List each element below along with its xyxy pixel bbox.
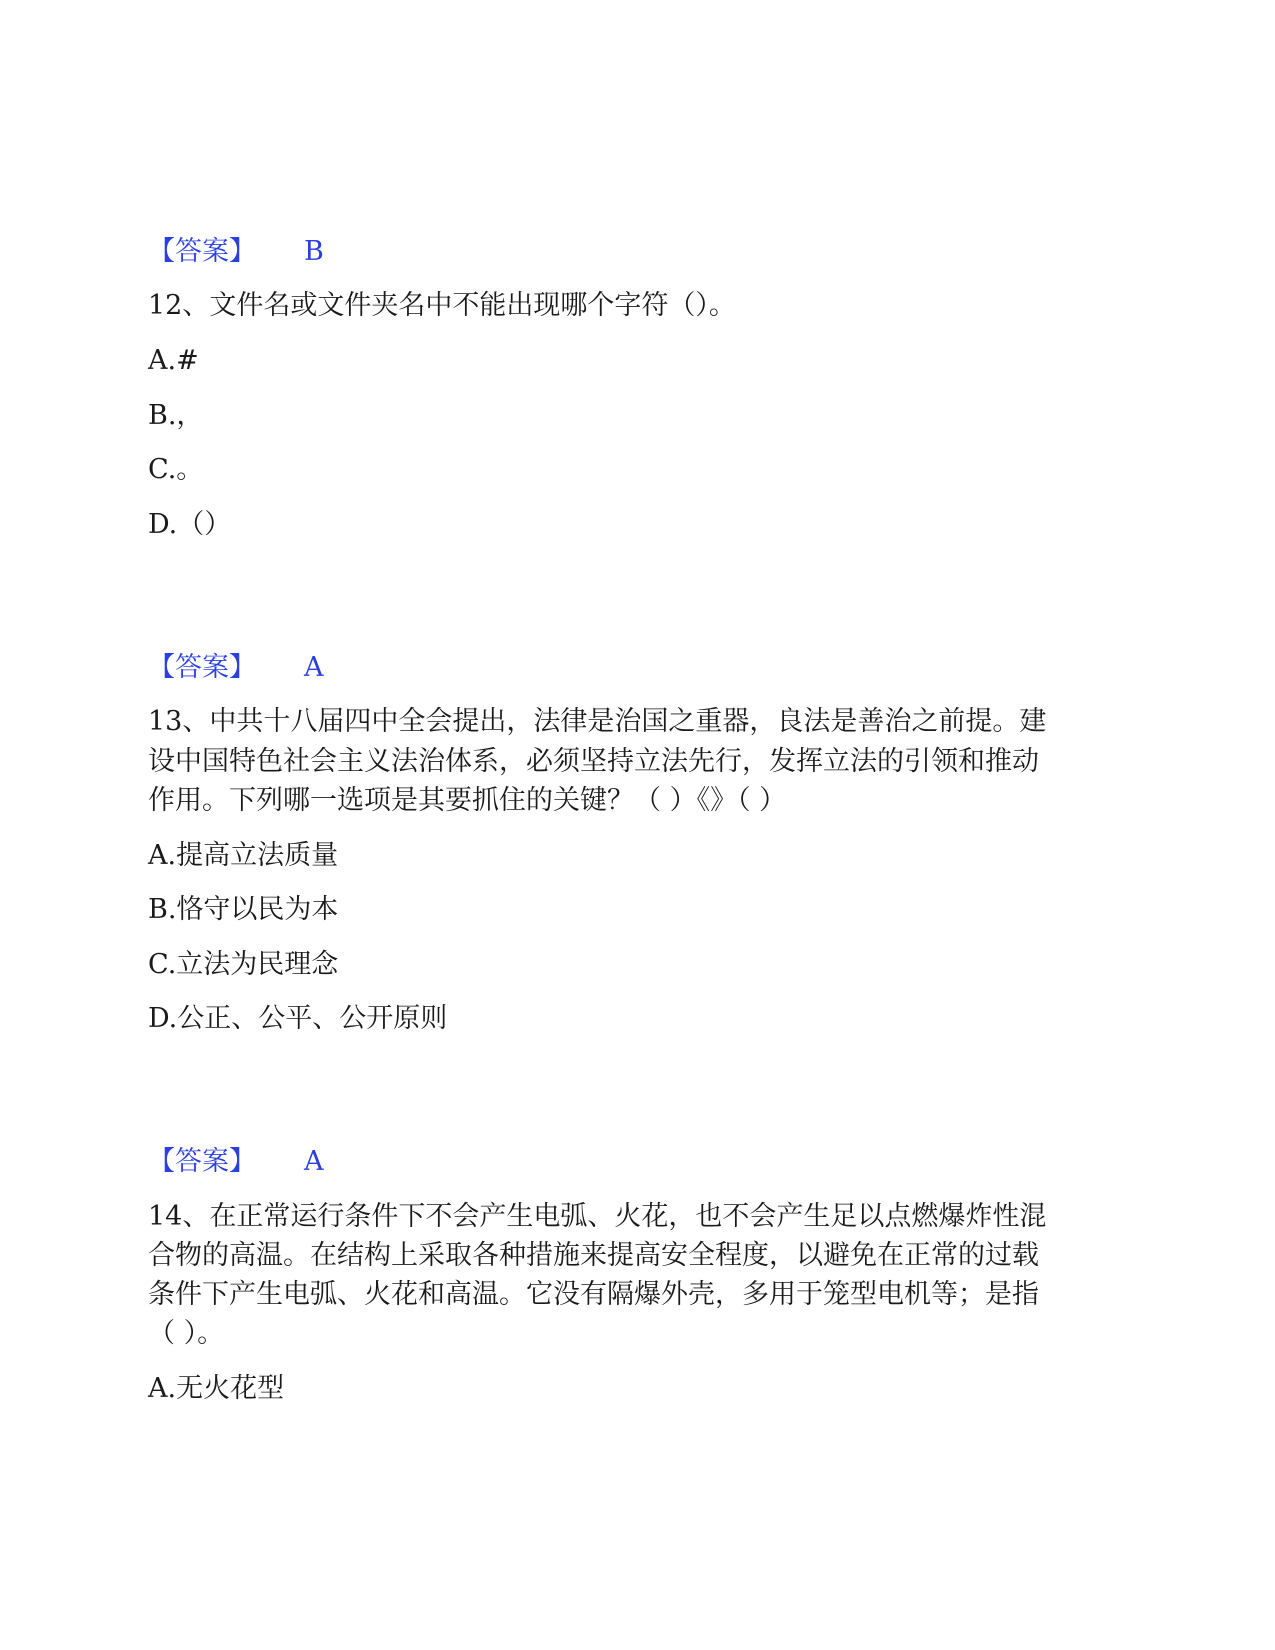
answer-row: [148, 1142, 324, 1182]
answer-row: [148, 232, 324, 272]
question-13-line-2: 设中国特色社会主义法治体系，必须坚持立法先行，发挥立法的引领和推动: [148, 746, 1039, 777]
question-13-line-1: 13、中共十八届四中全会提出，法律是治国之重器，良法是善治之前提。建: [148, 706, 1047, 737]
answer-label: 【答案】: [148, 652, 256, 683]
question-12-option-c: C.。: [148, 454, 204, 485]
answer-value: B: [304, 236, 324, 267]
question-14-line-3: 条件下产生电弧、火花和高温。它没有隔爆外壳，多用于笼型电机等；是指: [148, 1279, 1039, 1310]
question-12-option-a: A.#: [148, 345, 199, 376]
question-13-option-a: A.提高立法质量: [148, 840, 339, 871]
question-13-option-d: D.公正、公平、公开原则: [148, 1003, 448, 1034]
question-12-option-d: D.（）: [148, 509, 232, 540]
answer-label: 【答案】: [148, 236, 256, 267]
question-14-option-a: A.无火花型: [148, 1373, 285, 1404]
question-13-option-b: B.恪守以民为本: [148, 894, 339, 925]
answer-label: 【答案】: [148, 1146, 256, 1177]
answer-row: [148, 648, 324, 688]
question-12-option-b: B.，: [148, 400, 204, 431]
question-14-line-2: 合物的高温。在结构上采取各种措施来提高安全程度，以避免在正常的过载: [148, 1240, 1039, 1271]
question-14-line-4: （ ）。: [148, 1318, 225, 1349]
answer-value: A: [304, 1146, 324, 1177]
question-13-line-3: 作用。下列哪一选项是其要抓住的关键？（ ）《》（ ）: [148, 785, 787, 816]
question-12-text: 12、文件名或文件夹名中不能出现哪个字符（）。: [148, 290, 736, 321]
question-13-option-c: C.立法为民理念: [148, 949, 339, 980]
answer-value: A: [304, 652, 324, 683]
question-14-line-1: 14、在正常运行条件下不会产生电弧、火花，也不会产生足以点燃爆炸性混: [148, 1201, 1047, 1232]
